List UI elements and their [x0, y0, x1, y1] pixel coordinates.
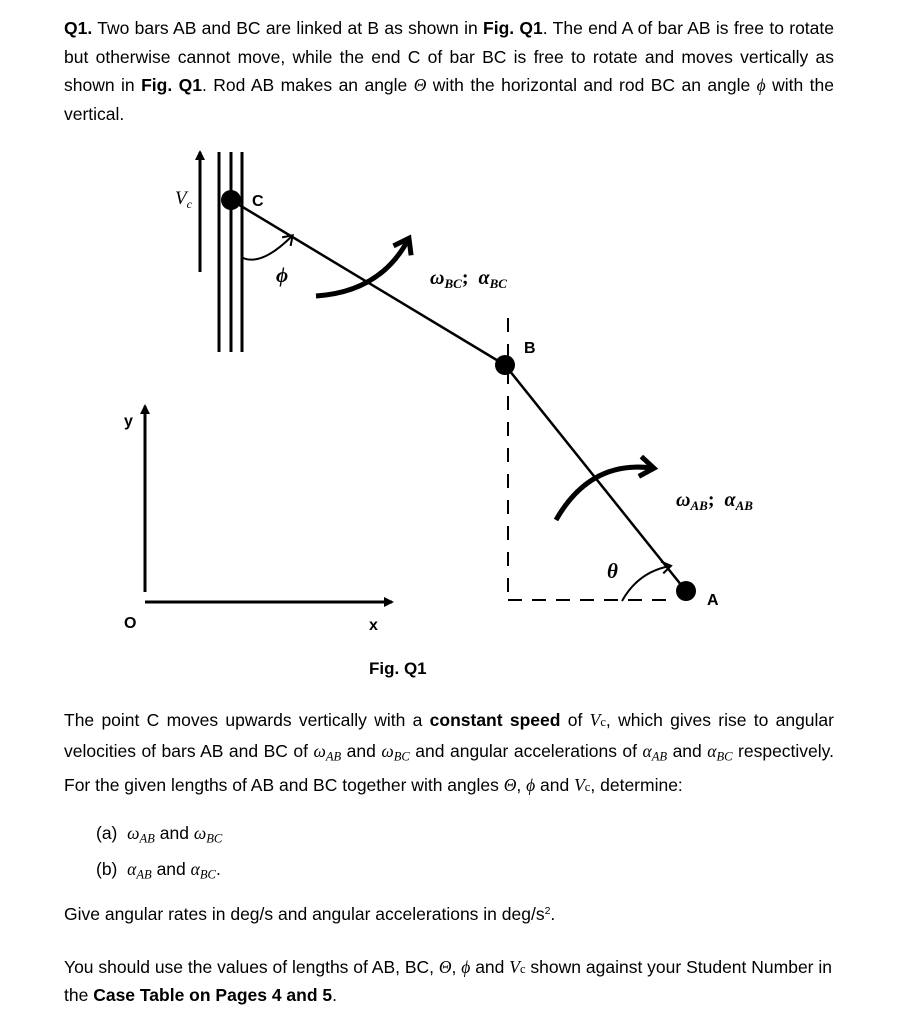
stmt-omega-ab: $\omega_{AB}$: [313, 740, 342, 764]
stmt-theta: Θ: [503, 774, 517, 795]
task-list: [96, 818, 222, 889]
fig-ref-2: Fig. Q1: [141, 75, 202, 95]
stmt-text-2: of: [560, 710, 590, 730]
figure-caption: Fig. Q1: [369, 659, 427, 678]
label-a: A: [707, 592, 719, 609]
intro-text-4: with the horizontal and rod BC an angle: [426, 75, 757, 95]
fig-ref-1: Fig. Q1: [483, 18, 543, 38]
stmt-vc-2: Vc: [574, 774, 591, 795]
guide-rails: [219, 152, 242, 352]
stmt-and-2: and: [667, 740, 708, 761]
omega-alpha-bc-label: $\omega_{BC}$; $\alpha_{BC}$: [430, 267, 507, 291]
label-c: C: [252, 193, 264, 210]
stmt-text-1: The point C moves upwards vertically with a: [64, 710, 430, 730]
omega-alpha-ab-label: $\omega_{AB}$; $\alpha_{AB}$: [676, 489, 753, 513]
list-item-b: (b) $\alpha_{AB}$ and $\alpha_{BC}$.: [96, 858, 221, 882]
joint-c: [221, 190, 241, 210]
joint-b: [495, 355, 515, 375]
stmt-alpha-ab: $\alpha_{AB}$: [642, 740, 668, 764]
intro-text-2: . The end A of bar AB is free to rotate but otherwise cannot move, while the end C of bar BC is free to rotate and moves vertically as shown in: [64, 18, 834, 95]
origin-label: O: [124, 615, 137, 632]
stmt-text-4: and angular accelerations of: [409, 740, 643, 761]
phi-symbol: ϕ: [756, 75, 766, 95]
list-item-a: (a) $\omega_{AB}$ and $\omega_{BC}$: [96, 823, 223, 846]
theta-arc: [622, 566, 670, 601]
stmt-and-3: and: [535, 774, 575, 795]
stmt-bold: constant speed: [429, 710, 561, 730]
joint-a: [676, 581, 696, 601]
stmt-vc: Vc: [589, 710, 606, 730]
intro-text-3: . Rod AB makes an angle: [201, 75, 414, 95]
omega-ab-arrow: [556, 467, 652, 520]
intro-text-1: Two bars AB and BC are linked at B as shown in: [92, 18, 484, 38]
stmt-phi: ϕ: [526, 774, 536, 795]
theta-symbol: Θ: [413, 75, 427, 95]
case-table-ref: Case Table on Pages 4 and 5: [93, 985, 333, 1005]
phi-arc: [243, 236, 292, 260]
question-number: Q1.: [64, 18, 93, 38]
label-b: B: [524, 340, 536, 357]
y-label: y: [124, 413, 133, 430]
stmt-text-5: respectively. For the given lengths of AB and BC together with angles: [64, 740, 834, 795]
stmt-text-3: , which gives rise to angular velocities of bars AB and BC of: [64, 710, 834, 761]
intro-text-5: with the vertical.: [64, 75, 835, 124]
theta-label: θ: [607, 559, 618, 583]
x-label: x: [369, 617, 378, 634]
stmt-and-1: and: [341, 740, 382, 761]
stmt-alpha-bc: $\alpha_{BC}$: [707, 740, 733, 764]
phi-label: ϕ: [276, 263, 289, 287]
stmt-comma: ,: [516, 774, 527, 795]
stmt-omega-bc: $\omega_{BC}$: [381, 740, 410, 764]
footer-instruction: You should use the values of lengths of AB, BC, Θ, ϕ and Vc shown against your Student Number in the Case Table on Pages 4 and 5.: [64, 957, 832, 1005]
vc-label: $V_c$: [175, 188, 192, 211]
units-note: Give angular rates in deg/s and angular accelerations in deg/$s^2$.: [64, 903, 556, 924]
omega-bc-arrow: [316, 240, 408, 296]
stmt-text-6: , determine:: [590, 774, 683, 795]
problem-statement: [64, 706, 834, 801]
